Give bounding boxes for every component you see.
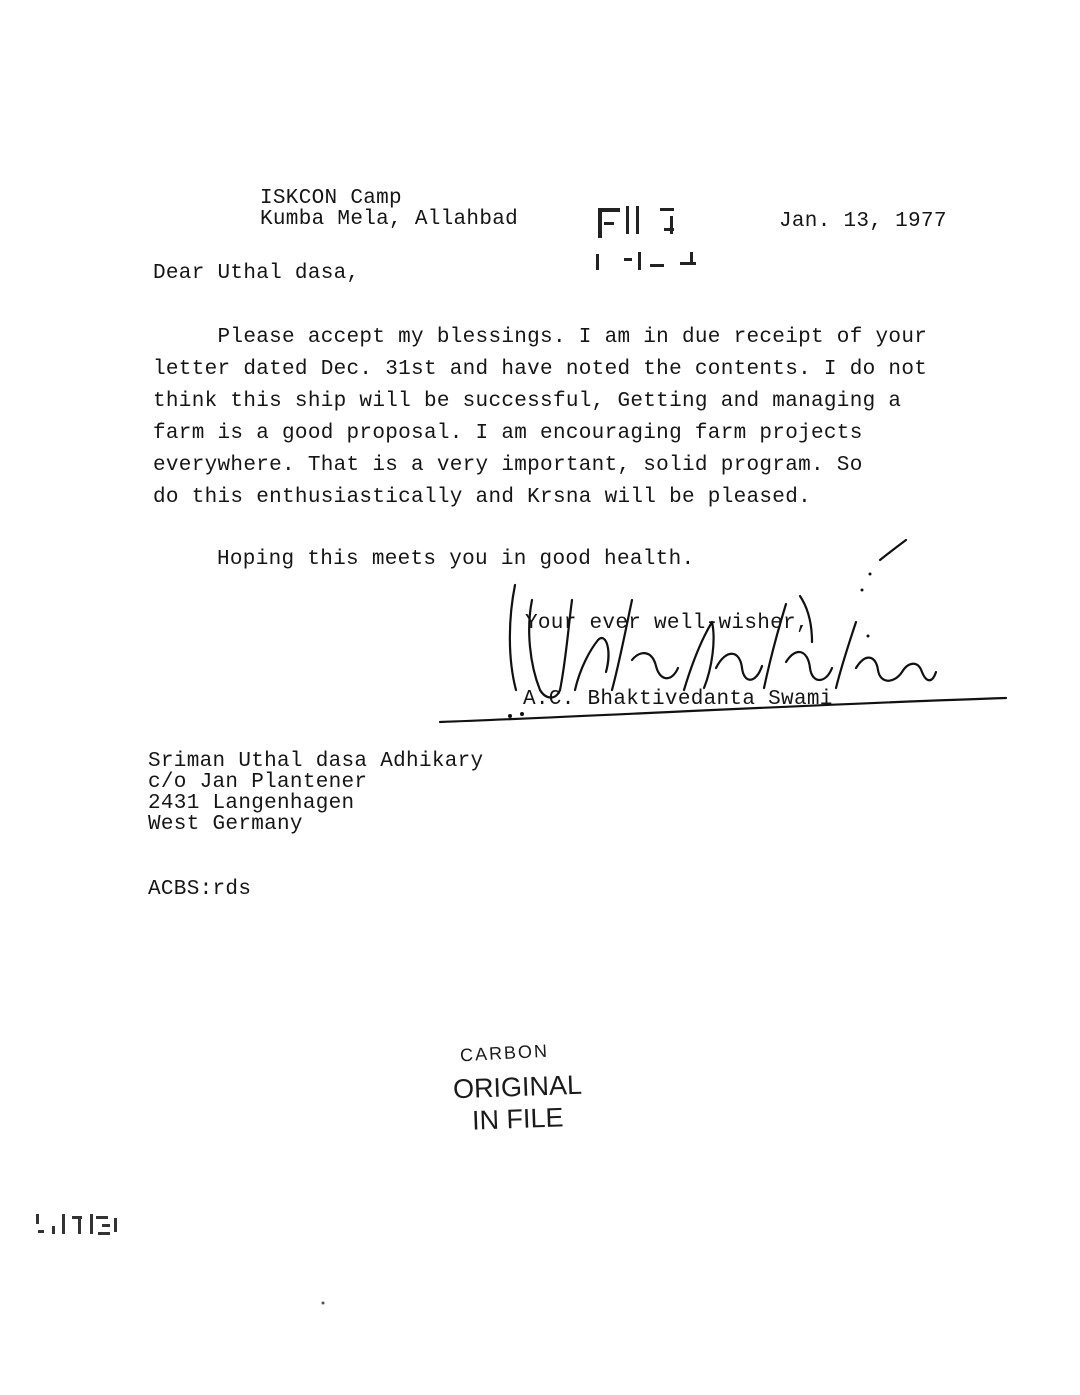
closing-line: Hoping this meets you in good health. bbox=[217, 548, 695, 571]
typed-signature: A.C. Bhaktivedanta Swami bbox=[523, 688, 833, 711]
body-line: do this enthusiastically and Krsna will be pleased. bbox=[153, 486, 812, 509]
body-line: everywhere. That is a very important, solid program. So bbox=[153, 454, 863, 477]
body-line: Please accept my blessings. I am in due receipt of your bbox=[153, 326, 928, 349]
letter-date: Jan. 13, 1977 bbox=[779, 210, 947, 233]
sender-address-line-1: ISKCON Camp bbox=[260, 187, 402, 210]
recipient-address-line: Sriman Uthal dasa Adhikary bbox=[148, 750, 484, 773]
typist-initials: ACBS:rds bbox=[148, 878, 252, 901]
body-line: farm is a good proposal. I am encouraging farm projects bbox=[153, 422, 863, 445]
body-line: letter dated Dec. 31st and have noted the contents. I do not bbox=[153, 358, 928, 381]
sender-address-line-2: Kumba Mela, Allahbad bbox=[260, 208, 519, 231]
stamp-in-file: IN FILE bbox=[471, 1102, 565, 1136]
archive-number-mark bbox=[32, 1208, 132, 1244]
salutation: Dear Uthal dasa, bbox=[153, 262, 360, 285]
recipient-address-line: West Germany bbox=[148, 813, 303, 836]
recipient-address-line: 2431 Langenhagen bbox=[148, 792, 355, 815]
recipient-address-line: c/o Jan Plantener bbox=[148, 771, 368, 794]
stamp-carbon: CARBON bbox=[459, 1040, 550, 1066]
speck bbox=[318, 1298, 328, 1308]
stamp-original: ORIGINAL bbox=[452, 1069, 583, 1105]
body-line: think this ship will be successful, Getting and managing a bbox=[153, 390, 902, 413]
valediction: Your ever well-wisher, bbox=[525, 612, 809, 635]
